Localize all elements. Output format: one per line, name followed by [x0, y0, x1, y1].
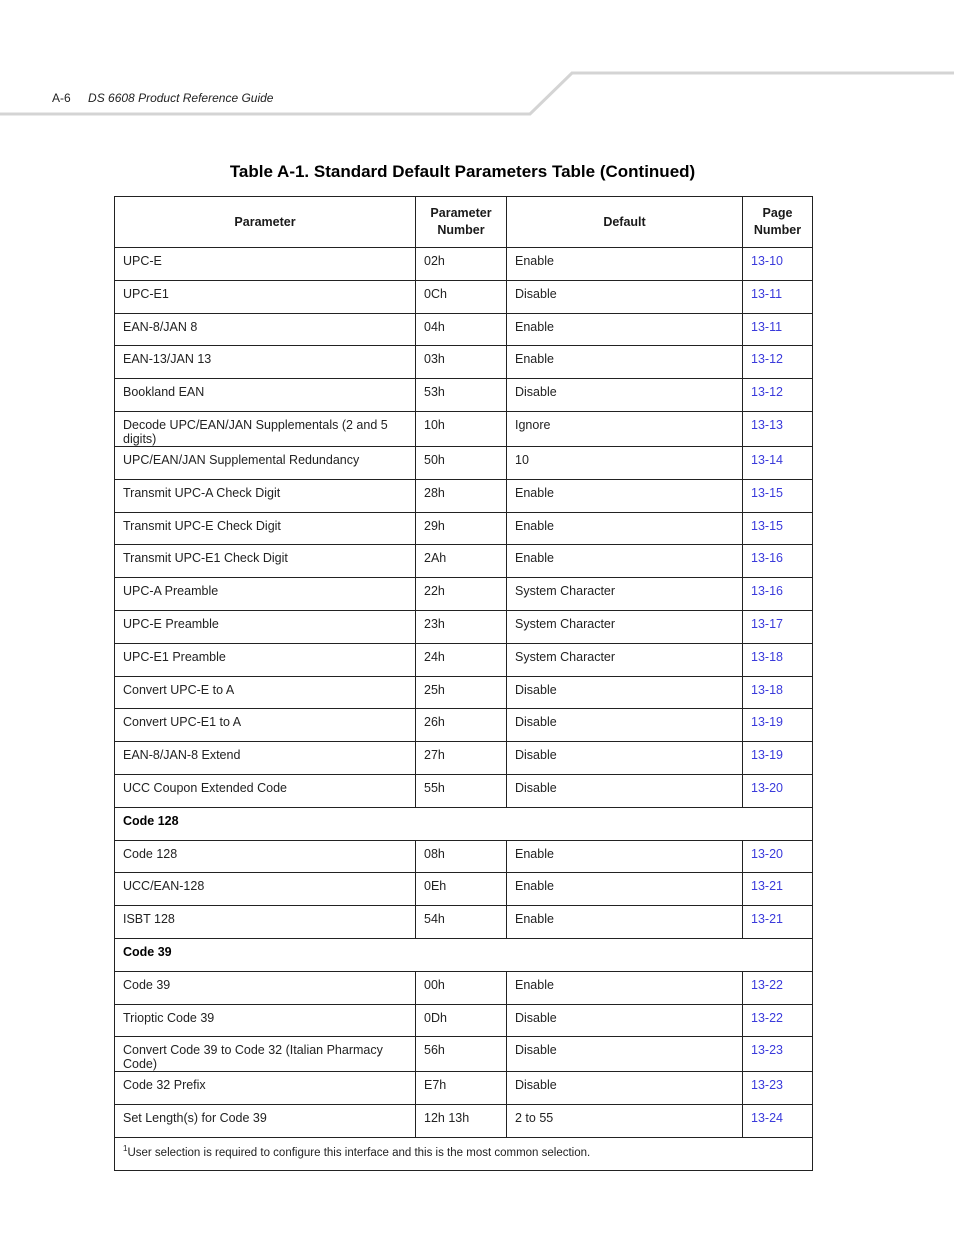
page-link[interactable]: 13-14 — [743, 446, 813, 479]
cell-parameter-number: 27h — [416, 742, 507, 775]
page-link[interactable]: 13-18 — [743, 676, 813, 709]
page-link[interactable]: 13-13 — [743, 411, 813, 446]
cell-parameter-number: 24h — [416, 643, 507, 676]
cell-parameter-number: 26h — [416, 709, 507, 742]
cell-parameter: UPC-E Preamble — [115, 610, 416, 643]
cell-parameter-number: 56h — [416, 1037, 507, 1072]
header-parameter-number-line1: Parameter — [430, 206, 492, 220]
header-page-number-line2: Number — [753, 223, 802, 237]
page-link[interactable]: 13-18 — [743, 643, 813, 676]
cell-parameter-number: 29h — [416, 512, 507, 545]
cell-parameter-number: E7h — [416, 1072, 507, 1105]
cell-parameter-number: 10h — [416, 411, 507, 446]
cell-parameter-number: 0Dh — [416, 1004, 507, 1037]
cell-default: 2 to 55 — [507, 1105, 743, 1138]
cell-parameter: EAN-13/JAN 13 — [115, 346, 416, 379]
header-page-number — [743, 197, 813, 248]
cell-parameter-number: 53h — [416, 379, 507, 412]
table-row — [115, 248, 813, 281]
cell-default: Enable — [507, 512, 743, 545]
cell-parameter: UCC Coupon Extended Code — [115, 774, 416, 807]
cell-parameter-number: 12h 13h — [416, 1105, 507, 1138]
table-row — [115, 512, 813, 545]
cell-parameter: Transmit UPC-E Check Digit — [115, 512, 416, 545]
section-row — [115, 807, 813, 840]
cell-parameter-number: 28h — [416, 479, 507, 512]
cell-parameter: EAN-8/JAN 8 — [115, 313, 416, 346]
header-parameter-number — [416, 197, 507, 248]
table-row — [115, 840, 813, 873]
cell-default: Enable — [507, 906, 743, 939]
table-row — [115, 709, 813, 742]
cell-parameter-number: 25h — [416, 676, 507, 709]
running-header — [52, 91, 273, 105]
page-link[interactable]: 13-24 — [743, 1105, 813, 1138]
cell-parameter: Set Length(s) for Code 39 — [115, 1105, 416, 1138]
cell-default: Disable — [507, 742, 743, 775]
table-row — [115, 774, 813, 807]
page-link[interactable]: 13-17 — [743, 610, 813, 643]
cell-parameter: Decode UPC/EAN/JAN Supplementals (2 and 5 digits) — [115, 411, 416, 446]
cell-default: Enable — [507, 346, 743, 379]
cell-default: System Character — [507, 610, 743, 643]
table-row — [115, 313, 813, 346]
cell-parameter: UCC/EAN-128 — [115, 873, 416, 906]
cell-parameter: UPC-A Preamble — [115, 578, 416, 611]
cell-default: Disable — [507, 280, 743, 313]
cell-parameter: Code 39 — [115, 971, 416, 1004]
cell-parameter-number: 04h — [416, 313, 507, 346]
cell-parameter: Trioptic Code 39 — [115, 1004, 416, 1037]
table-row — [115, 1037, 813, 1072]
table-row — [115, 610, 813, 643]
footnote — [115, 1137, 813, 1170]
cell-parameter: Bookland EAN — [115, 379, 416, 412]
table-row — [115, 676, 813, 709]
cell-default: Disable — [507, 774, 743, 807]
cell-default: Ignore — [507, 411, 743, 446]
table-row — [115, 906, 813, 939]
cell-parameter-number: 50h — [416, 446, 507, 479]
cell-parameter-number: 55h — [416, 774, 507, 807]
header-page-number-line1: Page — [762, 206, 793, 220]
cell-default: Disable — [507, 1004, 743, 1037]
table-header-row — [115, 197, 813, 248]
cell-parameter: Convert UPC-E1 to A — [115, 709, 416, 742]
page-link[interactable]: 13-11 — [743, 280, 813, 313]
table-row — [115, 346, 813, 379]
page-link[interactable]: 13-20 — [743, 774, 813, 807]
cell-default: Enable — [507, 313, 743, 346]
cell-default: Enable — [507, 873, 743, 906]
cell-default: Disable — [507, 1037, 743, 1072]
table-row — [115, 411, 813, 446]
cell-default: Disable — [507, 709, 743, 742]
table-row — [115, 379, 813, 412]
cell-parameter: ISBT 128 — [115, 906, 416, 939]
table-row — [115, 1105, 813, 1138]
header-default: Default — [507, 197, 743, 248]
cell-default: Disable — [507, 1072, 743, 1105]
cell-parameter-number: 0Ch — [416, 280, 507, 313]
document-title: DS 6608 Product Reference Guide — [88, 91, 274, 105]
cell-parameter-number: 23h — [416, 610, 507, 643]
cell-parameter: UPC/EAN/JAN Supplemental Redundancy — [115, 446, 416, 479]
cell-default: Enable — [507, 840, 743, 873]
cell-parameter: Code 32 Prefix — [115, 1072, 416, 1105]
footnote-text: User selection is required to configure this interface and this is the most common selection. — [127, 1146, 591, 1159]
page-link[interactable]: 13-19 — [743, 742, 813, 775]
page-link[interactable]: 13-16 — [743, 578, 813, 611]
cell-parameter-number: 0Eh — [416, 873, 507, 906]
page-link[interactable]: 13-12 — [743, 346, 813, 379]
footnote-row — [115, 1137, 813, 1170]
cell-parameter-number: 08h — [416, 840, 507, 873]
section-row — [115, 938, 813, 971]
footnote-marker: 1 — [123, 1143, 128, 1153]
page-link[interactable]: 13-12 — [743, 379, 813, 412]
cell-parameter: Convert Code 39 to Code 32 (Italian Pharmacy Code) — [115, 1037, 416, 1072]
table-row — [115, 578, 813, 611]
cell-default: Disable — [507, 676, 743, 709]
cell-default: Enable — [507, 248, 743, 281]
page-link[interactable]: 13-21 — [743, 873, 813, 906]
section-heading: Code 128 — [115, 807, 813, 840]
cell-parameter-number: 00h — [416, 971, 507, 1004]
table-caption: Table A-1. Standard Default Parameters Table (Continued) — [229, 162, 696, 181]
table-body — [115, 248, 813, 1138]
section-heading: Code 39 — [115, 938, 813, 971]
table-row — [115, 446, 813, 479]
cell-parameter-number: 02h — [416, 248, 507, 281]
page-link[interactable]: 13-15 — [743, 512, 813, 545]
table-row — [115, 742, 813, 775]
cell-parameter: UPC-E1 — [115, 280, 416, 313]
cell-parameter-number: 2Ah — [416, 545, 507, 578]
cell-parameter-number: 03h — [416, 346, 507, 379]
cell-parameter: Code 128 — [115, 840, 416, 873]
cell-parameter: UPC-E1 Preamble — [115, 643, 416, 676]
cell-parameter-number: 22h — [416, 578, 507, 611]
header-parameter: Parameter — [115, 197, 416, 248]
cell-parameter: UPC-E — [115, 248, 416, 281]
table-row — [115, 1072, 813, 1105]
table-row — [115, 545, 813, 578]
cell-default: Enable — [507, 479, 743, 512]
header-parameter-number-line2: Number — [437, 223, 485, 237]
cell-parameter: Transmit UPC-A Check Digit — [115, 479, 416, 512]
page-link[interactable]: 13-20 — [743, 840, 813, 873]
cell-parameter: Transmit UPC-E1 Check Digit — [115, 545, 416, 578]
cell-default: Enable — [507, 545, 743, 578]
page-link[interactable]: 13-23 — [743, 1037, 813, 1072]
table-row — [115, 280, 813, 313]
page-link[interactable]: 13-16 — [743, 545, 813, 578]
cell-default: Enable — [507, 971, 743, 1004]
parameters-table — [114, 196, 813, 1171]
cell-default: System Character — [507, 643, 743, 676]
cell-default: 10 — [507, 446, 743, 479]
page-link[interactable]: 13-21 — [743, 906, 813, 939]
table-row — [115, 643, 813, 676]
page-link[interactable]: 13-19 — [743, 709, 813, 742]
page-link[interactable]: 13-15 — [743, 479, 813, 512]
table-row — [115, 873, 813, 906]
cell-default: System Character — [507, 578, 743, 611]
cell-default: Disable — [507, 379, 743, 412]
cell-parameter: EAN-8/JAN-8 Extend — [115, 742, 416, 775]
page-link[interactable]: 13-11 — [743, 313, 813, 346]
cell-parameter: Convert UPC-E to A — [115, 676, 416, 709]
cell-parameter-number: 54h — [416, 906, 507, 939]
page-number: A-6 — [52, 91, 71, 105]
page-link[interactable]: 13-23 — [743, 1072, 813, 1105]
page-link[interactable]: 13-22 — [743, 1004, 813, 1037]
page-link[interactable]: 13-10 — [743, 248, 813, 281]
table-row — [115, 971, 813, 1004]
page-link[interactable]: 13-22 — [743, 971, 813, 1004]
table-row — [115, 1004, 813, 1037]
table-row — [115, 479, 813, 512]
